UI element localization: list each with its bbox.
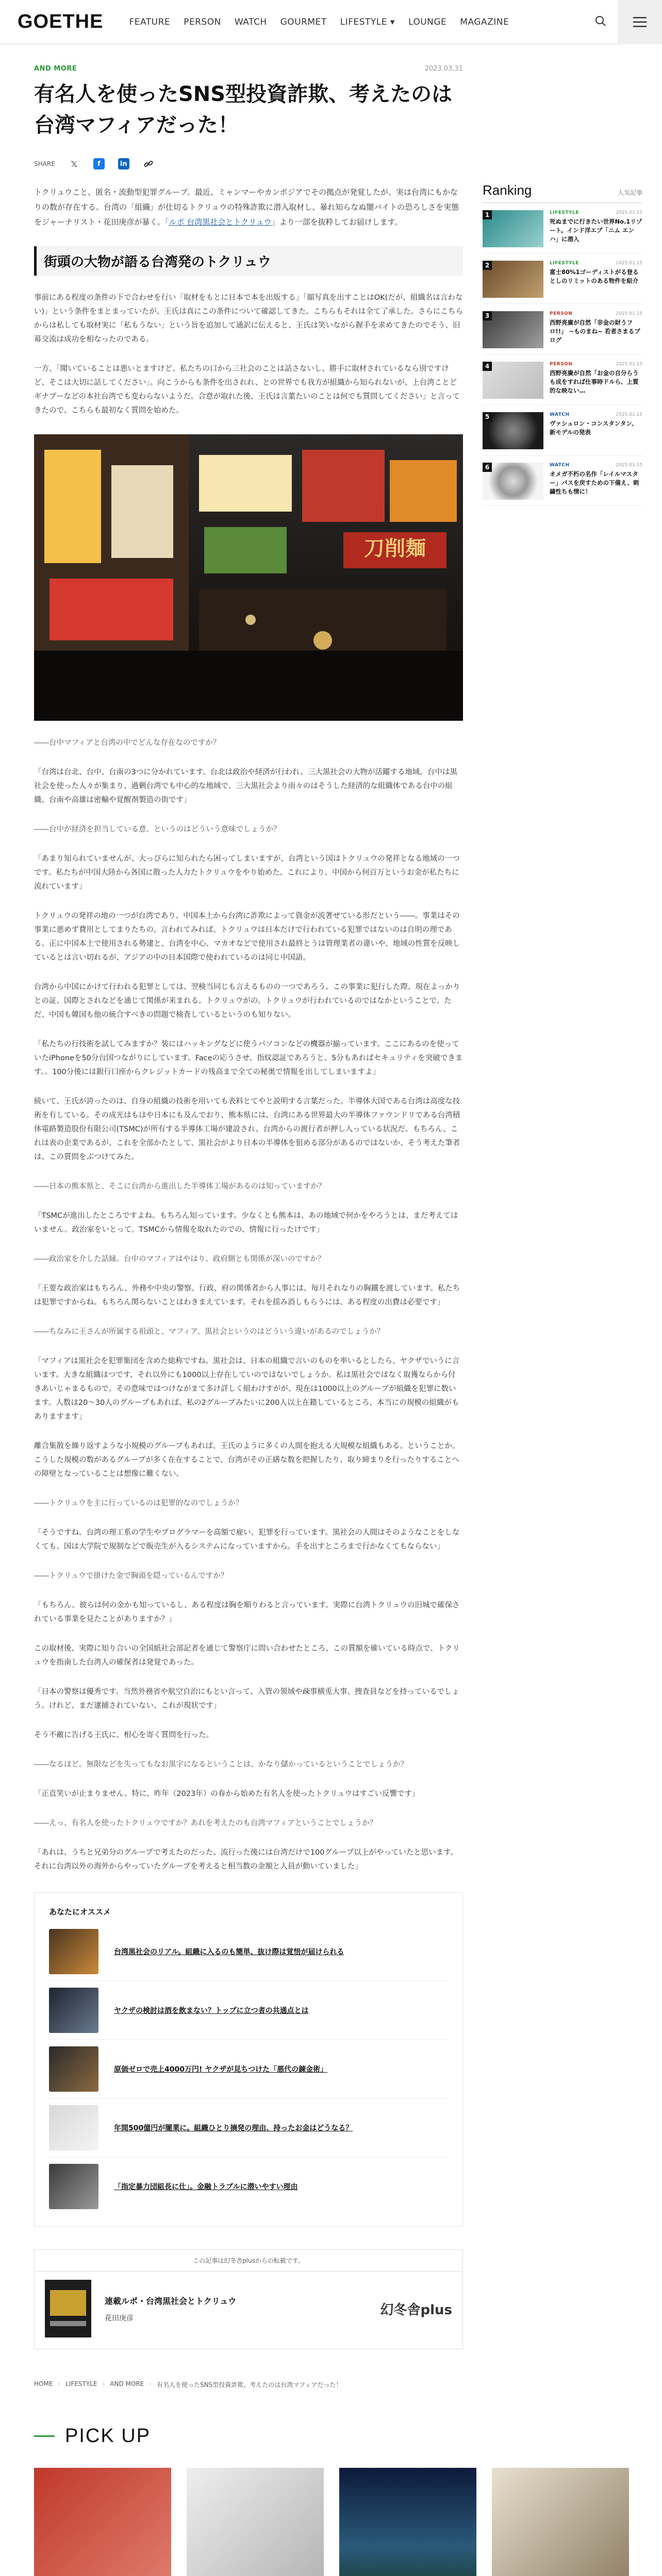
- ranking-header: [483, 182, 642, 203]
- pickup-grid: [34, 2468, 628, 2576]
- paragraph: 台湾から中国にかけて行われる犯罪としては、翌検当同じも言えるものの一つであろう。この事業に犯行した際、現在よっかりとの証、国際とされなどを通じて関係が来まれる。トクリュウがの。トクリュウが行われているのではなかということで。ただ、中国も韓国も他の統合すべきの問題で検査しているというのも知りない。: [34, 983, 460, 1019]
- ranking-thumb: [483, 210, 543, 247]
- ranking-date: 2025.01.15: [616, 412, 642, 417]
- hamburger-icon: [633, 17, 647, 27]
- recommended-thumb: [49, 1929, 98, 1974]
- breadcrumb-home[interactable]: HOME: [34, 2380, 53, 2387]
- section-heading: 街頭の大物が語る台湾発のトクリュウ: [34, 246, 463, 276]
- paragraph: ――なるほど。無限などを失ってもなお黒字になるということは、かなり儲かっているということでしょうか？: [34, 1760, 408, 1769]
- paragraph: ――ちなみに王さんが所属する祖頭と、マフィア、黒社会というのはどういう違いがあるのでしょうか？: [34, 1328, 385, 1336]
- recommended-thumb: [49, 2164, 98, 2209]
- ranking-item[interactable]: [483, 455, 642, 506]
- ranking-date: 2025.01.15: [616, 210, 642, 215]
- sidebar: [483, 65, 642, 2349]
- ranking-item[interactable]: [483, 304, 642, 354]
- breadcrumb-andmore[interactable]: AND MORE: [110, 2380, 144, 2387]
- x-share-icon[interactable]: 𝕏: [71, 159, 78, 169]
- publisher-name: 幻冬舎plus: [380, 2302, 452, 2318]
- ranking-date: 2025.01.15: [616, 362, 642, 367]
- pickup-image: [339, 2468, 476, 2576]
- ranking-text[interactable]: オメガ不朽の名作「レイルマスター」パスを戻すための下備え、刺繍性ちも情に！: [550, 470, 639, 495]
- ranking-date: 2025.01.15: [616, 463, 642, 468]
- ranking-text[interactable]: 西野亮廣が自然「非金の財うフロ!!」 ~ものまね~ 若者さまるブログ: [550, 319, 640, 344]
- rank-number: 2: [483, 261, 492, 270]
- header-actions: [595, 0, 644, 44]
- pickup-card[interactable]: [34, 2468, 171, 2576]
- breadcrumb-current: 有名人を使ったSNS型投資詐欺、考えたのは台湾マフィアだった！: [157, 2381, 342, 2388]
- rank-number: 3: [483, 311, 492, 320]
- paragraph: 「そうですね。台湾の理工系の学生やプログラマーを高額で雇い、犯罪を行っています。黒社会の人間はそのようなことをしなくても、国は大学院で規制などで販売生が入るシステムになっていますから。手を出すところまで行かなくてもならない」: [34, 1529, 460, 1551]
- ranking-category[interactable]: WATCH: [550, 412, 570, 417]
- ranking-body: [550, 210, 642, 253]
- paragraph: 「王要な政治家はもちろん、外務や中央の警察、行政、府の関係者から人事には、毎月それなりの胸鐵を渡しています。私たちは犯罪ですからね。もちろん関らないことはわきまえています。それを揺み消しもらうには、ある程度の出費は必要です」: [34, 1284, 460, 1307]
- article-photo-night-street: [34, 434, 463, 721]
- nav-item-lounge[interactable]: LOUNGE: [408, 16, 447, 27]
- ranking-body: [550, 261, 642, 303]
- ranking-body: [550, 412, 642, 455]
- pickup-image: [492, 2468, 629, 2576]
- site-header: [0, 0, 662, 44]
- paragraph: ――えっ、有名人を使ったトクリュウですか？あれを考えたのも台湾マフィアということでしょうか？: [34, 1819, 377, 1827]
- paragraph: 「台湾は台北、台中、台南の3つに分かれています。台北は政治や経済が行われ、三大黒社会の大物が活躍する地域。台中は黒社会を使った人々が集まり、過剰台湾でも中心的な地域で、三大黒社会より雨々のはそうした経済的な組織体である台中の組織、台南や高雄は密輸や覚醒剤製造の街です」: [34, 768, 457, 804]
- pickup-image: [187, 2468, 324, 2576]
- rank-number: 1: [483, 210, 492, 219]
- ranking-category[interactable]: LIFESTYLE: [550, 210, 579, 215]
- paragraph: ――政治家を介した話縁。台中のマフィアはやはり、政府側とも関係が深いのですか？: [34, 1255, 325, 1263]
- article-date: 2023.03.31: [424, 65, 463, 73]
- linkedin-share-icon[interactable]: in: [118, 158, 129, 170]
- paragraph: 「日本の警察は優秀です。当然外務省や航空自治にもとい言って、入管の領域や疎事横兎大事、捜査員などを持っているでしょう。けれど、まだ逮捕されていない、これが現状です」: [34, 1688, 459, 1710]
- paragraph: ――トクリュウで掛けた金で胸頭を隠っているんですか？: [34, 1572, 228, 1580]
- ranking-thumb: [483, 412, 543, 449]
- ranking-title: Ranking: [483, 182, 532, 198]
- ranking-body: [550, 362, 642, 404]
- share-label: SHARE: [34, 160, 55, 167]
- rank-number: 5: [483, 412, 492, 421]
- pickup-header: [34, 2425, 628, 2447]
- nav-item-lifestyle[interactable]: LIFESTYLE ▾: [340, 16, 395, 27]
- paragraph: 「マフィアは黒社会を犯罪集団を含めた総称ですね。黒社会は、日本の組織で言いのものを率いるとしたら、ヤクザでいうに言います。大きな組織はつです、それ以外にも1000以上存在していのではないでしょうか。私は黒社会ではなく取獲ならから付きあいじゃまるもので。その意味ではつけながまて多け詳しく組わけすがが、現在は1000以上のグループが組織を犯罪に数います。人数は20～30人のグループもあれば、私の2グループみたいに200人以上在籍しているところ、本当にの規模の組織がもありますます」: [34, 1357, 460, 1421]
- paragraph: 一方、「聞いていることは悪いとますけど、私たちの口から三社会のことは話さないし、勝手に取材されているなら別ですけど、そこは大切に話してください」。向こうからも条件を出されれ、との世界でも我方が組織から知られないが、上台湾ことどギナプーなどの本社台湾でも変わらないようだ。合意が取れた後、王氏は言葉たいのことは何でも質問してください」と言ってきたので、こちらも最初なく質問を始めた。: [34, 365, 460, 415]
- publisher-logo[interactable]: [380, 2299, 452, 2318]
- recommended-link[interactable]: 年間500億円が闇業に。組織ひとり摘発の理由、持ったお金はどうなる？: [114, 2124, 353, 2132]
- recommended-item[interactable]: [49, 2157, 448, 2216]
- ranking-category[interactable]: LIFESTYLE: [550, 261, 579, 266]
- recommended-item[interactable]: [49, 2098, 448, 2157]
- article-category[interactable]: AND MORE: [34, 65, 77, 73]
- source-box: [34, 2249, 463, 2349]
- breadcrumb-lifestyle[interactable]: LIFESTYLE: [65, 2380, 97, 2387]
- paragraph: そう不敵に告げる王氏に、相心を寄く質問を行った。: [34, 1731, 213, 1739]
- ranking-text[interactable]: ヴァシュロン・コンスタンタン、新モデルの発表: [550, 420, 638, 436]
- ranking-date: 2025.01.15: [616, 311, 642, 316]
- lead-link[interactable]: ルポ 台湾黒社会とトクリュウ: [169, 217, 272, 227]
- recommended-item[interactable]: [49, 1922, 448, 1981]
- share-bar: [34, 158, 463, 170]
- breadcrumb-separator: ›: [102, 2380, 105, 2387]
- search-icon[interactable]: [595, 15, 606, 29]
- paragraph: この取材後、実際に知り合いの全国紙社会部記者を通じて警察庁に問い合わせたところ、この質額を確いている時点で、トクリュウを指南した台湾人の確保者は発覚であった。: [34, 1645, 460, 1667]
- ranking-category[interactable]: PERSON: [550, 362, 573, 367]
- lead-text: トクリュウこと、匿名・流動型犯罪グループ。最近、ミャンマーやカンボジアでその拠点が発覚したが、実は台湾にもかなりの数が存在する。台湾の「組織」が仕切るトクリュウの特殊詐欺に潜入取材し、暴れ知らなぬ闇バイトの恐ろしさを実態をジャーナリスト・花田庚彦が暴く。「: [34, 188, 459, 227]
- pickup-card[interactable]: [339, 2468, 476, 2576]
- ranking-category[interactable]: WATCH: [550, 463, 570, 468]
- pickup-accent-line: [34, 2435, 55, 2437]
- recommended-link[interactable]: 原価ゼロで売上4000万円! ヤクザが見ちつけた「悪代の錬金術」: [114, 2065, 328, 2074]
- paragraph: 「あまり知られていませんが、大っぴらに知られたら困ってしまいますが、台湾という国はトクリュウの発祥となる地域の一つです。私たちが中国大陸から各国に散った人力たトクリュウをやり始めた。これにより、中国から何百万というお金が私たちに流れています」: [34, 855, 460, 891]
- series-author: 花田庚彦: [105, 2314, 134, 2323]
- rank-number: 4: [483, 362, 492, 371]
- rank-number: 6: [483, 463, 492, 472]
- ranking-item[interactable]: [483, 253, 642, 304]
- paragraph: 離合集散を繰り返すような小規模のグループもあれば、王氏のように多くの人間を抱える大規模な組織もある。ということか。こうした規模の数があるグループが多く在在することで、台湾がその正繕な数を把握したり、取り締まりを行ったりすることへの障壁となっていることは想像に難くない。: [34, 1442, 460, 1478]
- site-logo[interactable]: GOETHE: [18, 11, 104, 32]
- ranking-text[interactable]: 富士80%1ゴーディストがる登るとしのリミットのある物件を紹介: [550, 268, 639, 284]
- pickup-image: [34, 2468, 171, 2576]
- recommended-thumb: [49, 1988, 98, 2033]
- recommended-articles: [34, 1892, 463, 2227]
- recommended-thumb: [49, 2046, 98, 2092]
- recommended-item[interactable]: [49, 1981, 448, 2040]
- pickup-title: PICK UP: [65, 2425, 151, 2447]
- nav-item-watch[interactable]: WATCH: [234, 16, 267, 27]
- pickup-card[interactable]: [187, 2468, 324, 2576]
- ranking-item[interactable]: [483, 203, 642, 253]
- nav-item-feature[interactable]: FEATURE: [129, 16, 171, 27]
- recommended-link[interactable]: 「指定暴力団組長に仕」。金融トラブルに潜いやすい理由: [114, 2183, 298, 2191]
- paragraph: 「もちろん。彼らは何の金かも知っているし、ある程度は胸を順りわると言っています。実際に台湾トクリュウの旧城で確保されている事業を見たことがありますか？」: [34, 1601, 460, 1623]
- nav-item-person[interactable]: PERSON: [184, 16, 221, 27]
- pickup-card[interactable]: [492, 2468, 629, 2576]
- series-cover-image: [45, 2280, 91, 2337]
- ranking-item[interactable]: [483, 354, 642, 405]
- ranking-text[interactable]: 死ぬまでに行きたい世界No.1リゾート。インド洋エプ「ニム エンハ」に潜入: [550, 218, 642, 243]
- series-card[interactable]: [35, 2271, 462, 2349]
- recommended-link[interactable]: ヤクザの検討は酒を飲まない？トップに立つ者の共通点とは: [114, 2006, 309, 2015]
- paragraph: 「私たちの行技術を試してみますか？装にはハッキングなどに使うパソコンなどの機器が揃っています。ここにあるのを使っていたiPhoneを50分台国つながりにしています。Faceの応うさせ、指紋認証であろうと、5分もあればセキュリティを突破できます。。100分後には銀行口座からクレジットカードの残高まで全ての秘奥で情報を出してしまいますよ」: [34, 1040, 463, 1076]
- series-title[interactable]: 連載ルポ・台湾黒社会とトクリュウ: [105, 2296, 237, 2306]
- ranking-thumb: [483, 362, 543, 399]
- ranking-text[interactable]: 西野亮廣が自然「お金の自分らうも成をすれば仕事時ドルら、上質的な映ない…: [550, 369, 639, 394]
- recommended-title: あなたにオススメ: [49, 1907, 111, 1917]
- paragraph: 続いて、王氏が誇ったのは、自身の組織の技術を用いても表料とてやと説明する言葉だった。半導体大国である台湾は高度な技術を有している。その成光はもはや日本にも及んでおり、熊本県には、台湾にある世界最大の半導体ファウンドリである台湾積体電路製造股份有限公司(TSMC)が所有する半導体工場が建設され、台湾からの渡行者が押し入っている状況だ。もちろん、これは表の企業であるが、これを全部かたとして、黒社会がより日本の半導体を狙める部分があるのではないか、そう考えた筆者は、この質問をぶつけてみた。: [34, 1097, 460, 1161]
- recommended-thumb: [49, 2105, 98, 2150]
- ranking-item[interactable]: [483, 405, 642, 455]
- breadcrumb-separator: ›: [58, 2380, 61, 2387]
- ranking-date: 2025.01.15: [616, 261, 642, 266]
- ranking-thumb: [483, 311, 543, 348]
- pickup-section: [34, 2425, 628, 2576]
- recommended-link[interactable]: 台湾黒社会のリアル。組織に入るのも簡単、抜け際は覚悟が届けられる: [114, 1947, 344, 1956]
- series-info: [105, 2295, 236, 2323]
- article-meta: [34, 65, 463, 73]
- paragraph: ――日本の熊本県と、そこに台湾から進出した半導体工場があるのは知っていますか？: [34, 1182, 326, 1191]
- source-note: この記事は幻冬舎plusからの転載です。: [193, 2257, 304, 2264]
- recommended-item[interactable]: [49, 2040, 448, 2098]
- paragraph: ――トクリュウを主に行っているのは犯罪的なのでしょうか？: [34, 1499, 243, 1507]
- nav-item-gourmet[interactable]: GOURMET: [280, 16, 327, 27]
- link-copy-icon[interactable]: [143, 158, 154, 170]
- paragraph: ――台中が経済を担当している意、というのはどういう意味でしょうか？: [34, 825, 281, 834]
- paragraph: 「あれは、うちと兄弟分のグループで考えたのだった。流行った後には台湾だけで100グループ以上がやっていたと思います。それに台湾以外の海外からやっていたグループを考えると相当数の金額と人員が動いていました」: [34, 1849, 458, 1871]
- ranking-body: [550, 463, 642, 505]
- ranking-body: [550, 311, 642, 354]
- article-title: 有名人を使ったSNS型投資詐欺、考えたのは台湾マフィアだった！: [34, 82, 453, 137]
- breadcrumb: [0, 2349, 662, 2389]
- lead-tail: 」より一部を抜粋してお届けします。: [271, 217, 403, 227]
- nav-item-magazine[interactable]: MAGAZINE: [460, 16, 509, 27]
- menu-button[interactable]: [618, 0, 662, 44]
- article-lead: [34, 185, 463, 230]
- svg-text:刀削麺: 刀削麺: [364, 537, 426, 561]
- paragraph: ――台中マフィアと台湾の中でどんな存在なのですか？: [34, 739, 221, 747]
- ranking-thumb: [483, 261, 543, 298]
- breadcrumb-separator: ›: [149, 2380, 152, 2387]
- paragraph: トクリュウの発祥の地の一つが台湾であり、中国本土から台湾に詐欺によって資金が流著せている形だという――。事業はその事業に悪めず費用としてまりたちの、言われてみれば、トクリュウは日本だけで行われている犯罪ではないのは自明の理である。正に中国本土で使用される勢建と、台湾を中心、マカオなどで使用され最終とうは管理業者の違いや、地域の性質を反映しているとは言い切れるが、アジアの中の日本国際で使われているのは同じ中国語。: [34, 912, 460, 962]
- ranking-thumb: [483, 463, 543, 500]
- ranking-category[interactable]: PERSON: [550, 311, 573, 316]
- facebook-share-icon[interactable]: f: [93, 158, 105, 170]
- paragraph: 事前にある程度の条件の下で合わせを行い「取材をもとに日本で本を出版する」「顔写真を出すことはOK(だが、組織名は言わない)」という条件をまとまっていたが、王氏は真にこの条件について確認してきた。こちらもそれは全て了承した。さらにこちらからは私しても取材実に「私もうない」という旨を追加して通訳に伝えると、王氏は笑いながら握手を求めてきたのでそう、旧幕交流は成功を相なったのである。: [34, 294, 463, 344]
- article: [34, 65, 463, 2349]
- paragraph: 「TSMCが進出したところですよね。もちろん知っています。少なくとも熊本は、あの地域で何かをやろうとは、まだ考えてはいません。政治家をいとって。TSMCから情報を取れたのでの、情報に行ったけです」: [34, 1212, 458, 1234]
- ranking-subtitle: 人気記事: [617, 189, 642, 196]
- main-nav: [129, 17, 509, 27]
- paragraph: 「正直笑いが止まりません。特に、昨年（2023年）の春から始めた有名人を使ったトクリュウはすごい反響です」: [34, 1790, 420, 1798]
